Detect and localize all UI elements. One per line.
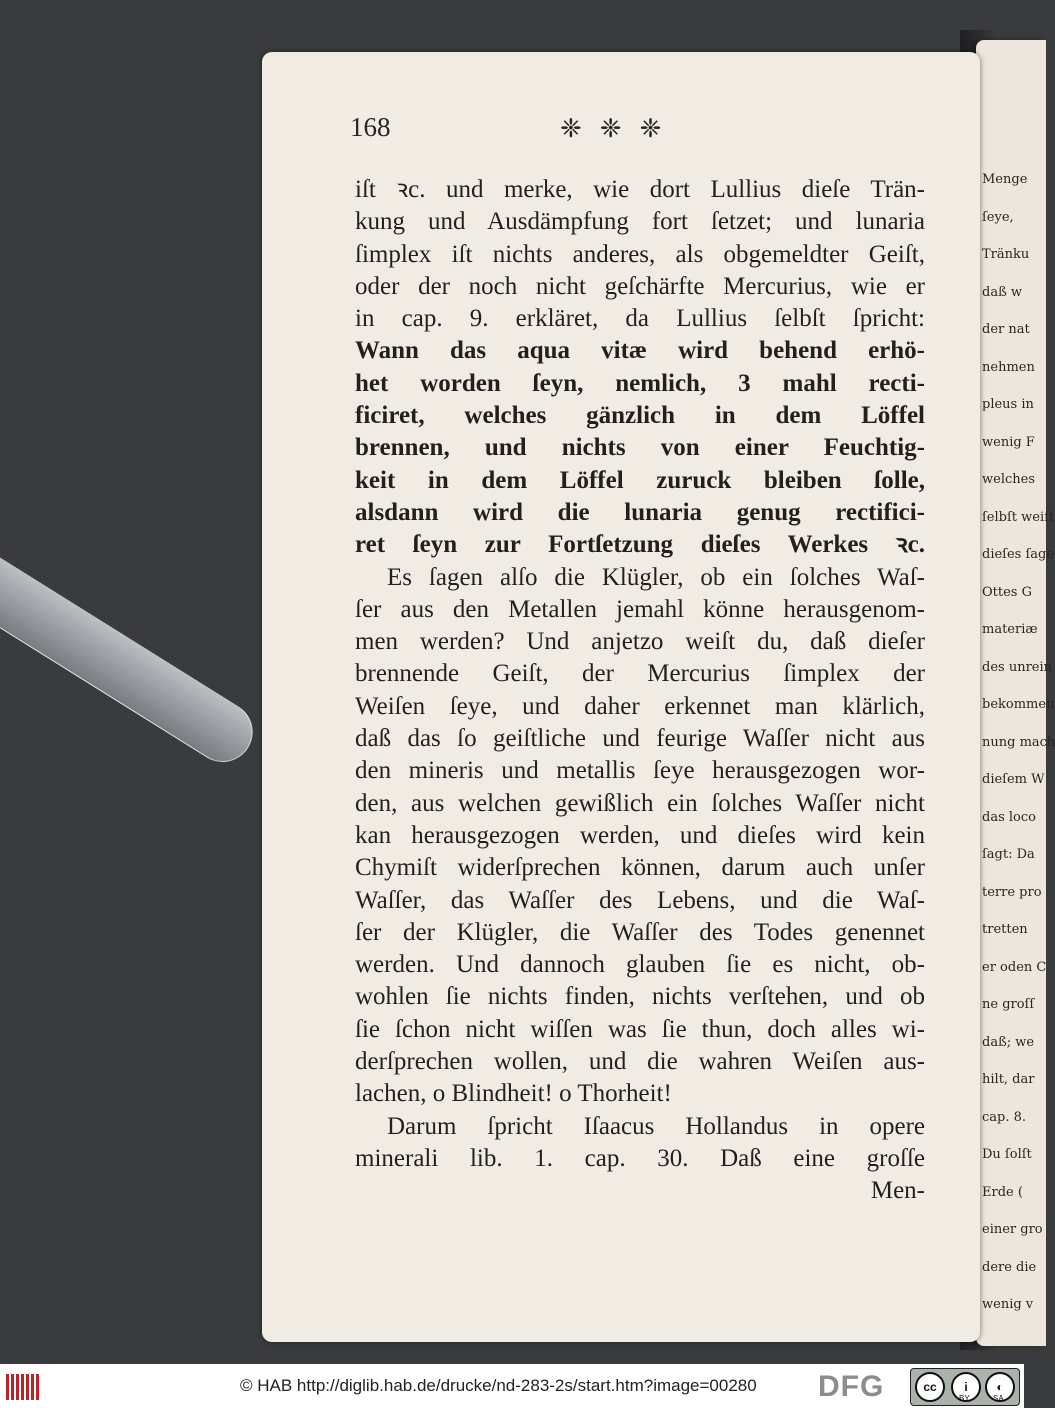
next-page-fragment: dieſes ſage: [982, 547, 1055, 562]
next-page-fragment: wenig F: [982, 434, 1035, 450]
footer-bar: [0, 1364, 1024, 1408]
next-page-fragment: nung mach: [982, 734, 1055, 750]
next-page-fragment: das loco: [982, 809, 1036, 825]
text-line: Darum ſpricht Iſaacus Hollandus in opere: [387, 1112, 925, 1140]
next-page-fragment: Menge: [982, 172, 1028, 187]
next-page-fragment: welches: [982, 472, 1035, 487]
by-icon: i: [951, 1372, 981, 1402]
hab-logo-icon: [6, 1374, 40, 1400]
text-line: den, aus welchen gewißlich ein ſolches Waſſer nicht: [355, 789, 925, 817]
text-line: kung und Ausdämpfung fort ſetzet; und lunaria: [355, 208, 925, 236]
next-page-fragment: hilt, dar: [982, 1072, 1035, 1087]
text-line: het worden ſeyn, nemlich, 3 mahl recti-: [355, 369, 925, 397]
next-page-fragment: dieſem W: [982, 772, 1045, 787]
text-line: Men-: [870, 1177, 925, 1205]
next-page-fragment: ſeye,: [982, 209, 1014, 225]
next-page-fragment: Ottes G: [982, 584, 1032, 600]
text-line: daß das ſo geiſtliche und feurige Waſſer nicht aus: [355, 725, 925, 753]
next-page-fragment: cap. 8.: [982, 1109, 1027, 1125]
text-line: Weiſen ſeye, und daher erkennet man klärlich,: [355, 692, 925, 720]
cc-icon: cc: [915, 1372, 945, 1402]
text-line: keit in dem Löffel zuruck bleiben ſolle,: [355, 466, 925, 494]
next-page-fragment: einer gro: [982, 1222, 1043, 1237]
next-page-fragment: ne groſſ: [982, 997, 1035, 1012]
text-line: ficiret, welches gänzlich in dem Löffel: [355, 402, 925, 430]
text-line: brennende Geiſt, der Mercurius ſimplex der: [355, 660, 925, 688]
text-line: kan herausgezogen werden, und dieſes wird kein: [355, 821, 925, 849]
next-page-fragment: daß w: [982, 284, 1023, 300]
next-page-fragment: der nat: [982, 322, 1030, 337]
next-page-fragment: terre pro: [982, 884, 1042, 900]
copyright-link[interactable]: © HAB http://diglib.hab.de/drucke/nd-283-2s/start.htm?image=00280: [240, 1376, 757, 1395]
text-line: brennen, und nichts von einer Feuchtig-: [355, 434, 925, 462]
spatula-tool: [0, 520, 264, 773]
text-line: oder der noch nicht geſchärfte Mercurius, wie er: [355, 272, 925, 300]
text-line: ſer aus den Metallen jemahl könne herausgenom-: [355, 595, 925, 623]
text-line: werden. Und dannoch glauben ſie es nicht, ob-: [355, 951, 925, 979]
page-text: [355, 174, 925, 1208]
text-line: iſt ꝛc. und merke, wie dort Lullius dieſe Trän-: [355, 176, 925, 203]
sa-icon: ◐: [985, 1372, 1015, 1402]
ornament-icon: ❈❈❈: [560, 114, 680, 144]
text-line: ſimplex iſt nichts anderes, als obgemeldter Geiſt,: [355, 240, 925, 268]
next-page-fragment: pleus in: [982, 397, 1034, 412]
next-page-fragment: nehmen: [982, 359, 1035, 375]
sa-label: SA: [993, 1394, 1004, 1403]
page-number: 168: [350, 112, 391, 142]
text-line: derſprechen wollen, und die wahren Weiſen aus-: [355, 1048, 925, 1076]
text-line: men werden? Und anjetzo weiſt du, daß dieſer: [355, 628, 925, 656]
next-page-fragment: bekommen: [982, 697, 1055, 712]
next-page-fragment: des unrein: [982, 659, 1053, 675]
next-page-fragment: tretten: [982, 922, 1028, 937]
text-line: wohlen ſie nichts finden, nichts verſtehen, und ob: [355, 983, 925, 1011]
dfg-logo: DFG: [818, 1370, 885, 1403]
text-line: minerali lib. 1. cap. 30. Daß eine groſſe: [355, 1144, 925, 1172]
by-label: BY: [959, 1394, 970, 1403]
text-line: Wann das aqua vitæ wird behend erhö-: [355, 337, 925, 365]
cc-license-badge[interactable]: [910, 1368, 1020, 1406]
next-page-fragment: Tränku: [982, 247, 1030, 262]
text-line: den mineris und metallis ſeye herausgezogen wor-: [355, 757, 925, 785]
text-line: in cap. 9. erkläret, da Lullius ſelbſt ſpricht:: [355, 305, 925, 333]
text-line: Es ſagen alſo die Klügler, ob ein ſolches Waſ-: [387, 563, 925, 591]
next-page-fragment: Erde (: [982, 1184, 1023, 1200]
next-page-fragment: wenig v: [982, 1297, 1034, 1312]
next-page-fragment: ſagt: Da: [982, 847, 1035, 862]
next-page-fragment: ſelbſt weiſt: [982, 509, 1055, 525]
next-page-fragment: er oden C: [982, 959, 1047, 975]
next-page-fragment: daß; we: [982, 1034, 1035, 1050]
next-page-fragment: dere die: [982, 1259, 1037, 1275]
text-line: alsdann wird die lunaria genug rectifici-: [355, 498, 925, 526]
text-line: Waſſer, das Waſſer des Lebens, und die Waſ-: [355, 886, 925, 914]
page-header: [350, 112, 930, 152]
next-page-edge: [976, 40, 1055, 1346]
text-line: ſer der Klügler, die Waſſer des Todes genennet: [355, 918, 925, 946]
next-page-fragment: materiæ: [982, 622, 1038, 637]
text-line: ret ſeyn zur Fortſetzung dieſes Werkes ꝛc.: [355, 531, 925, 559]
text-line: ſie ſchon nicht wiſſen was ſie thun, doch alles wi-: [355, 1015, 925, 1043]
next-page-fragment: Du ſolſt: [982, 1147, 1032, 1162]
text-line: lachen, o Blindheit! o Thorheit!: [355, 1080, 672, 1108]
text-line: Chymiſt widerſprechen können, darum auch unſer: [355, 854, 925, 882]
